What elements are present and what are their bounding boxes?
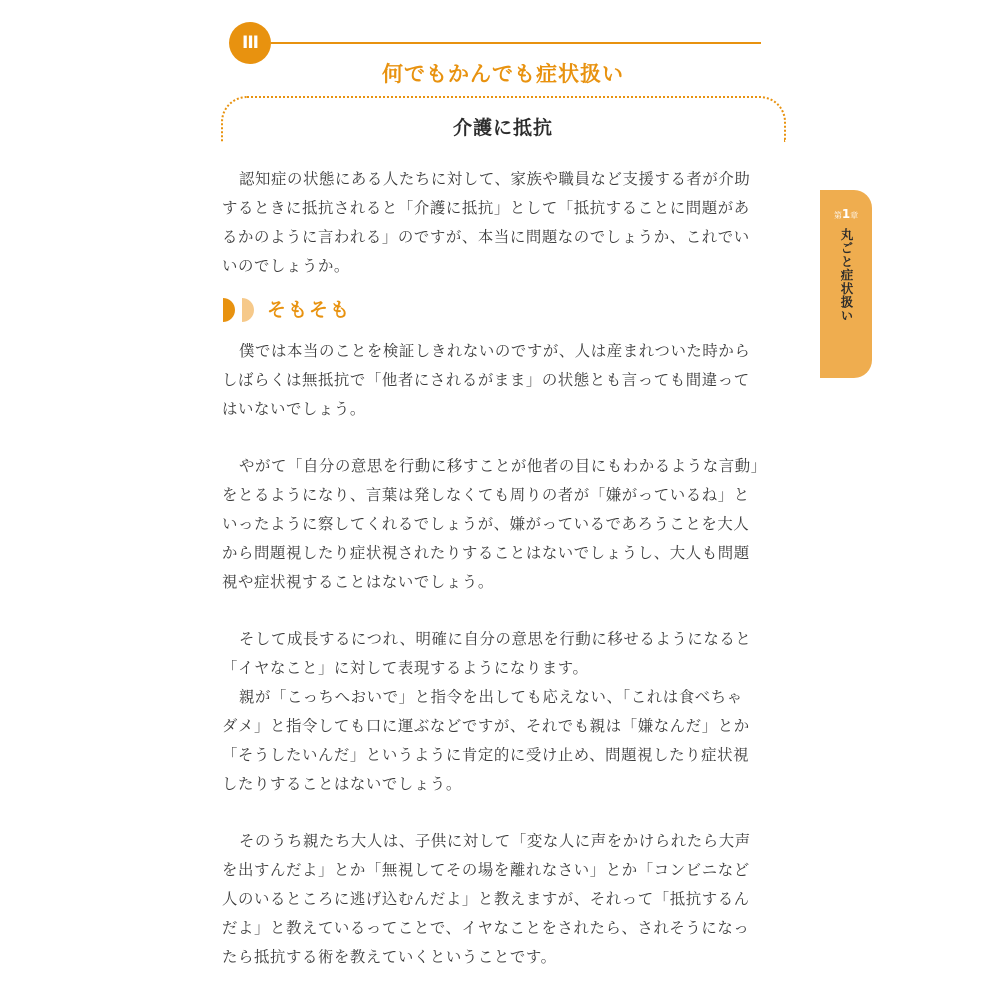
- section-title: 何でもかんでも症状扱い: [382, 62, 624, 86]
- chapter-suffix: 章: [850, 211, 859, 220]
- section-number: III: [242, 33, 258, 53]
- text-line: そのうち親たち大人は、子供に対して「変な人に声をかけられたら大声: [239, 832, 751, 850]
- body-paragraph: [222, 337, 787, 424]
- body-paragraph: [222, 452, 787, 597]
- text-line: 人のいるところに逃げ込むんだよ」と教えますが、それって「抵抗するん: [222, 890, 750, 908]
- half-circle-icons: [222, 297, 258, 323]
- body-paragraph: [222, 683, 787, 799]
- text-line: はいないでしょう。: [222, 400, 366, 418]
- body-paragraph: [222, 625, 787, 683]
- intro-paragraph: [222, 165, 787, 281]
- text-line: だよ」と教えているってことで、イヤなことをされたら、されそうになっ: [222, 919, 750, 937]
- text-line: を出すんだよ」とか「無視してその場を離れなさい」とか「コンビニなど: [222, 861, 750, 879]
- text-line: 視や症状視することはないでしょう。: [222, 573, 494, 591]
- chapter-label: [820, 208, 872, 222]
- text-line: たら抵抗する術を教えていくということです。: [222, 948, 557, 966]
- body-paragraph: [222, 827, 787, 972]
- text-line: るかのように言われる」のですが、本当に問題なのでしょうか、これでい: [222, 228, 750, 246]
- text-line: いったように察してくれるでしょうが、嫌がっているであろうことを大人: [222, 515, 750, 533]
- subheading-text: そもそも: [267, 299, 352, 321]
- text-line: したりすることはないでしょう。: [222, 775, 462, 793]
- chapter-side-tab: [820, 190, 872, 378]
- chapter-number: 1: [841, 207, 851, 221]
- text-line: そして成長するにつれ、明確に自分の意思を行動に移せるようになると: [239, 630, 752, 648]
- text-line: 「そうしたいんだ」というように肯定的に受け止め、問題視したり症状視: [222, 746, 750, 764]
- section-rule: [271, 42, 761, 44]
- text-line: 「イヤなこと」に対して表現するようになります。: [222, 659, 589, 677]
- text-line: やがて「自分の意思を行動に移すことが他者の目にもわかるような言動」: [239, 457, 767, 475]
- text-line: しばらくは無抵抗で「他者にされるがまま」の状態とも言っても間違って: [222, 371, 750, 389]
- text-line: 僕では本当のことを検証しきれないのですが、人は産まれついた時から: [239, 342, 751, 360]
- text-line: いのでしょうか。: [222, 257, 350, 275]
- text-line: ダメ」と指令しても口に運ぶなどですが、それでも親は「嫌なんだ」とか: [222, 717, 750, 735]
- text-line: をとるようになり、言葉は発しなくても周りの者が「嫌がっているね」と: [222, 486, 750, 504]
- chapter-title: 丸ごと症状扱い: [839, 228, 854, 323]
- topic-title: 介護に抵抗: [452, 117, 553, 139]
- chapter-prefix: 第: [833, 211, 842, 220]
- text-line: 親が「こっちへおいで」と指令を出しても応えない、「これは食べちゃ: [239, 688, 743, 706]
- text-line: するときに抵抗されると「介護に抵抗」として「抵抗することに問題があ: [222, 199, 750, 217]
- text-line: から問題視したり症状視されたりすることはないでしょうし、大人も問題: [222, 544, 750, 562]
- text-line: 認知症の状態にある人たちに対して、家族や職員など支援する者が介助: [239, 170, 751, 188]
